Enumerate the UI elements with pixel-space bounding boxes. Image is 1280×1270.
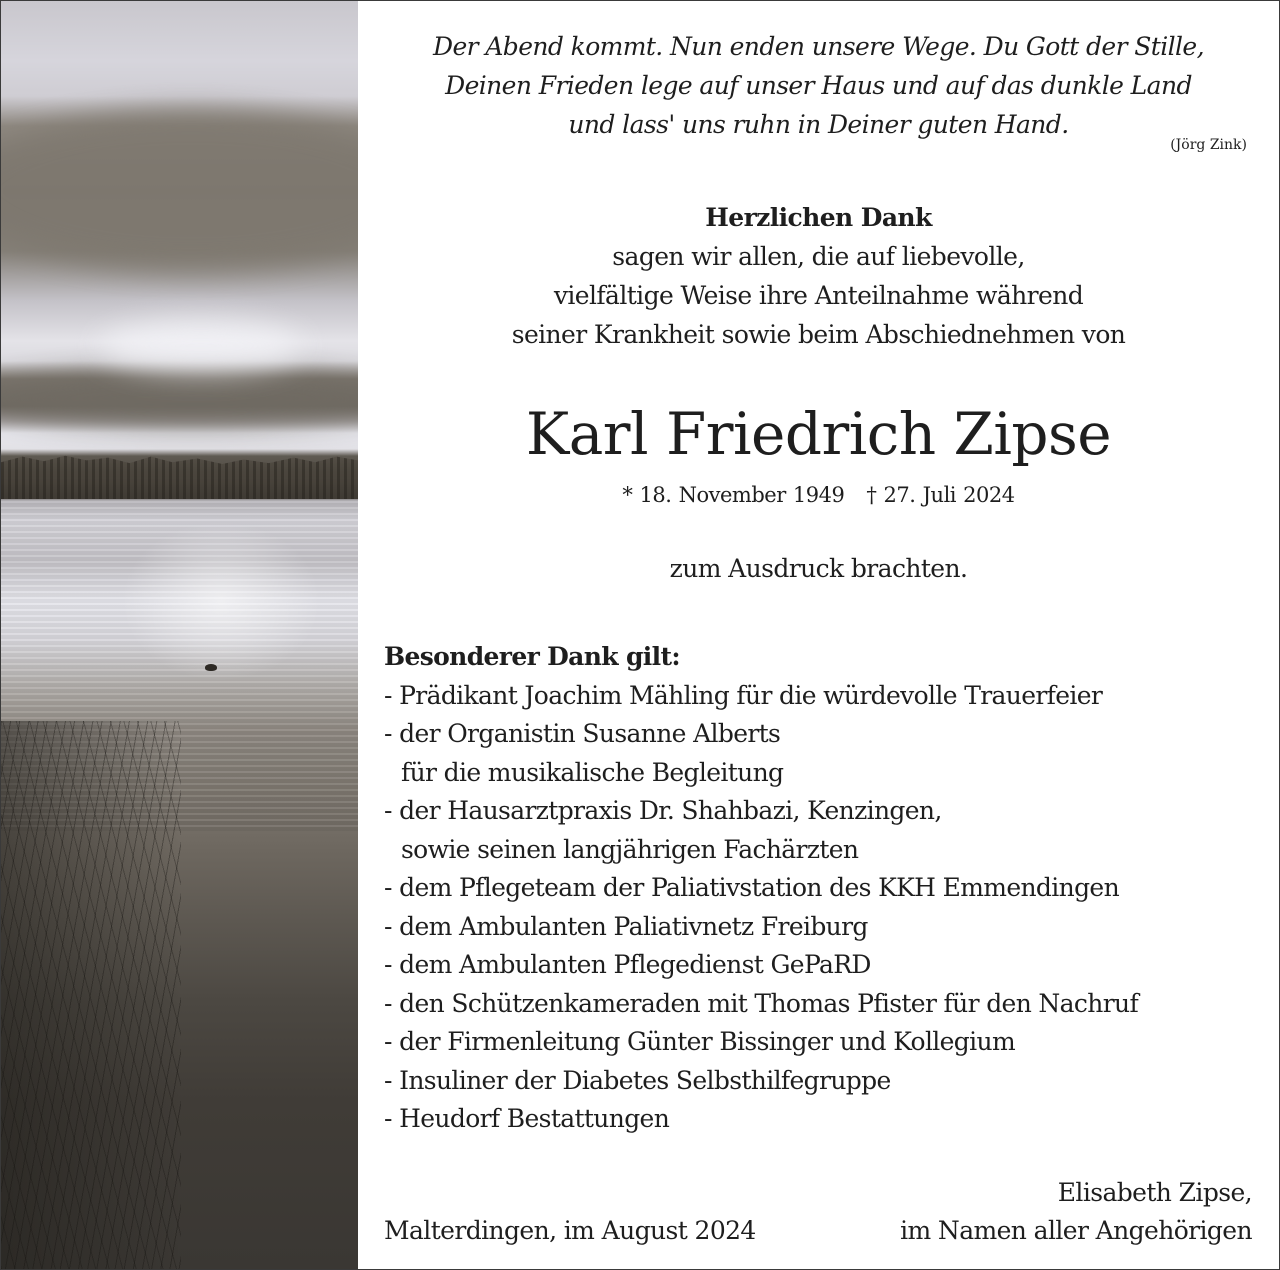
thanks-heading: Herzlichen Dank	[705, 203, 932, 232]
thanks-item: - dem Ambulanten Pflegedienst GePaRD	[384, 950, 871, 979]
tree-line	[1, 453, 358, 499]
thanks-item: - Prädikant Joachim Mähling für die würdevolle Trauerfeier	[384, 680, 1103, 710]
duck-silhouette	[205, 664, 217, 671]
dark-cloud-band	[1, 111, 358, 271]
notice-text-column	[358, 1, 1279, 1269]
thanks-item-continuation: für die musikalische Begleitung	[401, 757, 784, 787]
quote-line: und lass' uns ruhn in Deiner guten Hand.	[568, 110, 1069, 139]
thanks-item: - Heudorf Bestattungen	[384, 1104, 670, 1133]
special-thanks-heading: Besonderer Dank gilt:	[384, 642, 680, 671]
deceased-name: Karl Friedrich Zipse	[525, 400, 1112, 468]
thanks-item: - der Hausarztpraxis Dr. Shahbazi, Kenzingen,	[384, 796, 942, 825]
thanks-item: - der Organistin Susanne Alberts	[384, 719, 781, 748]
thanks-intro	[358, 198, 1279, 354]
place-and-date: Malterdingen, im August 2024	[384, 1216, 756, 1245]
thanks-item-continuation: sowie seinen langjährigen Fachärzten	[401, 834, 859, 864]
closing-line: zum Ausdruck brachten.	[669, 554, 968, 583]
quote-author: (Jörg Zink)	[1170, 137, 1247, 153]
special-thanks	[384, 638, 1264, 1139]
foreground-reeds	[1, 721, 181, 1269]
poem-quote	[358, 27, 1279, 144]
water-reflection	[121, 521, 321, 681]
thanks-item: - dem Pflegeteam der Paliativstation des KKH Emmendingen	[384, 873, 1120, 902]
thanks-item: - der Firmenleitung Günter Bissinger und Kollegium	[384, 1027, 1016, 1056]
intro-line: seiner Krankheit sowie beim Abschiednehmen von	[511, 320, 1126, 349]
life-dates	[358, 481, 1279, 509]
signature-block	[384, 1174, 1252, 1250]
death-date: † 27. Juli 2024	[866, 483, 1015, 507]
signer-name: Elisabeth Zipse,	[1057, 1178, 1252, 1207]
birth-date: * 18. November 1949	[622, 483, 845, 507]
thanks-item: - dem Ambulanten Paliativnetz Freiburg	[384, 911, 868, 941]
thanks-item: - den Schützenkameraden mit Thomas Pfister für den Nachruf	[384, 988, 1139, 1018]
light-break	[101, 321, 301, 371]
thanks-item: - Insuliner der Diabetes Selbsthilfegruppe	[384, 1065, 891, 1095]
quote-line: Der Abend kommt. Nun enden unsere Wege. Du Gott der Stille,	[433, 32, 1204, 61]
dark-cloud-band	[1, 371, 358, 426]
on-behalf-line: im Namen aller Angehörigen	[900, 1216, 1252, 1245]
landscape-photo	[1, 1, 358, 1269]
intro-line: vielfältige Weise ihre Anteilnahme während	[553, 281, 1084, 310]
intro-line: sagen wir allen, die auf liebevolle,	[612, 242, 1025, 271]
quote-line: Deinen Frieden lege auf unser Haus und auf das dunkle Land	[445, 71, 1192, 100]
